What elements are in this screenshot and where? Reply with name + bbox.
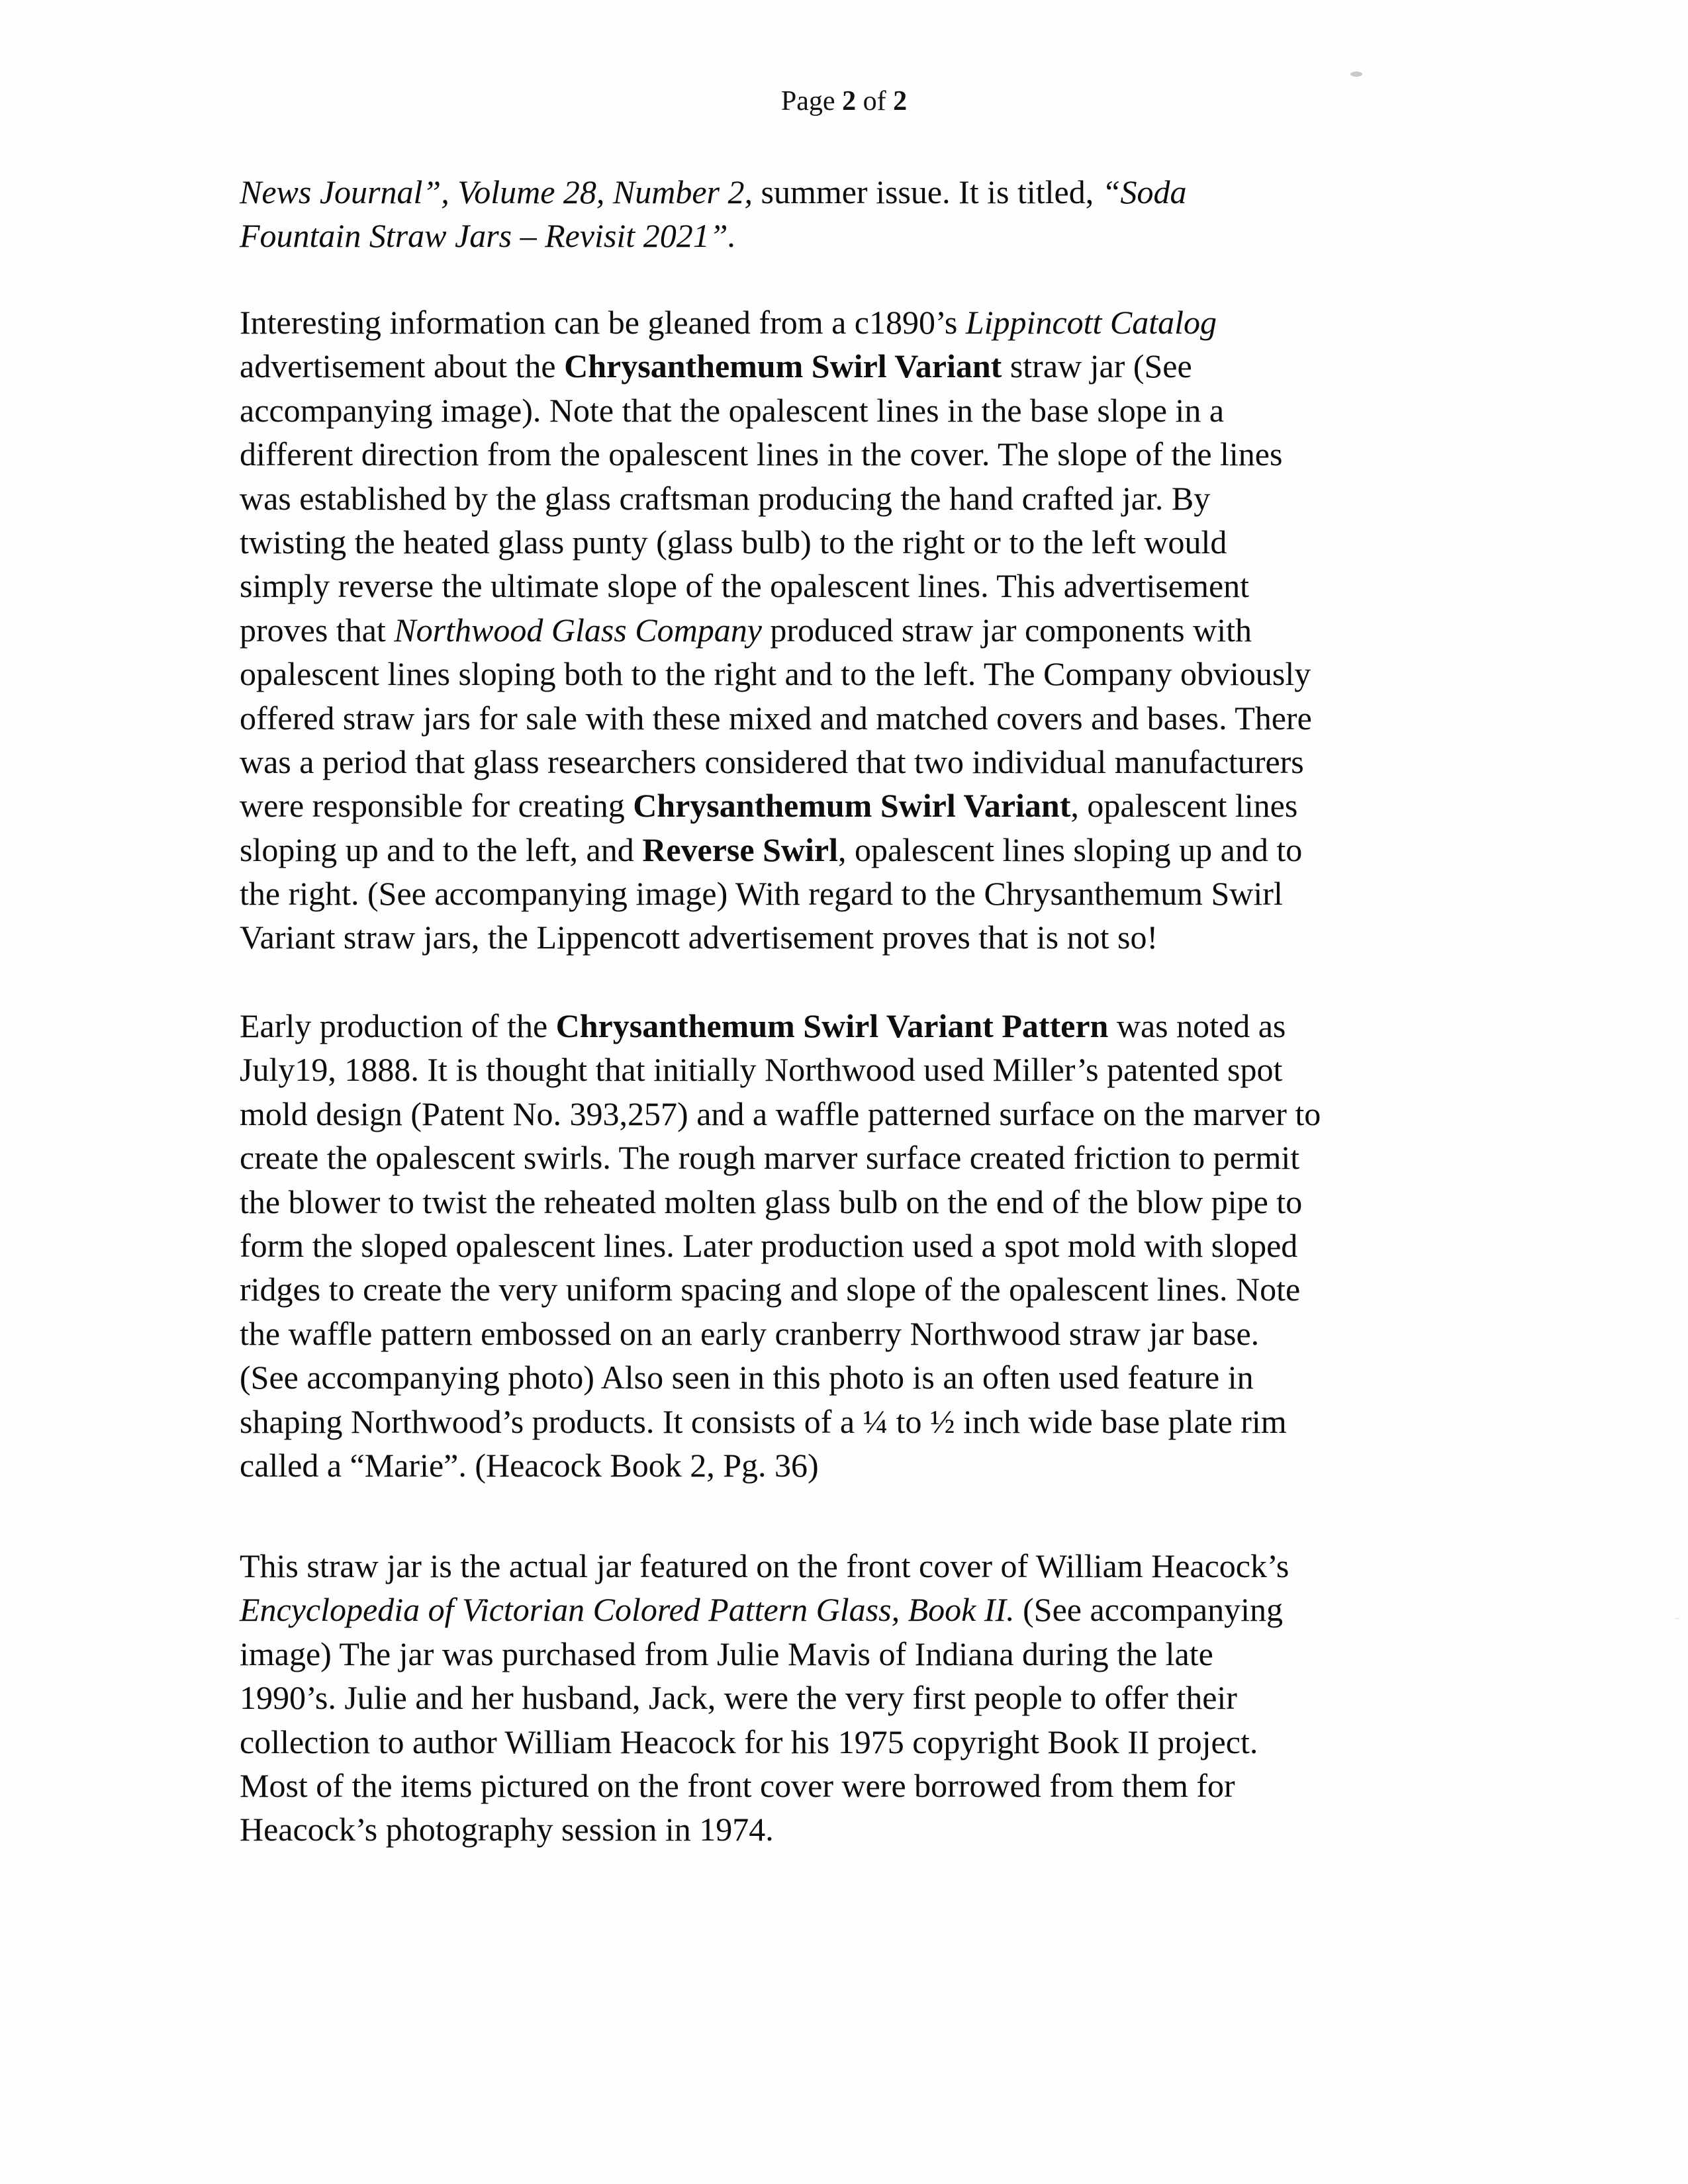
- text-run: create the opalescent swirls. The rough marver surface created friction to permit: [240, 1139, 1300, 1177]
- text-run: collection to author William Heacock for his 1975 copyright Book II project.: [240, 1723, 1258, 1760]
- paragraph-citation: [240, 170, 1497, 258]
- text-line: [240, 1720, 1497, 1764]
- bold-text-run: Chrysanthemum Swirl Variant: [633, 787, 1071, 825]
- text-run: Variant straw jars, the Lippencott advertisement proves that is not so!: [240, 919, 1158, 956]
- text-run: Most of the items pictured on the front cover were borrowed from them for: [240, 1766, 1235, 1804]
- scan-speck: [1675, 1617, 1680, 1619]
- text-line: [240, 1807, 1497, 1851]
- text-run: the waffle pattern embossed on an early cranberry Northwood straw jar base.: [240, 1314, 1260, 1352]
- text-run: called a “Marie”. (Heacock Book 2, Pg. 36): [240, 1446, 819, 1484]
- text-line: [240, 432, 1497, 476]
- page-label: Page: [780, 86, 843, 116]
- text-run: summer issue. It is titled,: [753, 173, 1102, 210]
- text-run: Early production of the: [240, 1007, 556, 1044]
- text-run: (See accompanying photo) Also seen in this photo is an often used feature in: [240, 1359, 1254, 1396]
- italic-text-run: Northwood Glass Company: [394, 611, 762, 649]
- text-line: [240, 170, 1497, 214]
- paragraph-lippincott-catalog: [240, 300, 1497, 960]
- text-run: advertisement about the: [240, 347, 565, 385]
- text-line: [240, 520, 1497, 564]
- text-run: 1990’s. Julie and her husband, Jack, were the very first people to offer their: [240, 1679, 1237, 1717]
- text-line: [240, 1588, 1497, 1631]
- text-line: [240, 1355, 1497, 1399]
- bold-text-run: Reverse Swirl: [642, 831, 838, 868]
- text-line: [240, 652, 1497, 696]
- text-line: [240, 564, 1497, 608]
- text-line: [240, 1544, 1497, 1588]
- text-run: July19, 1888. It is thought that initially Northwood used Miller’s patented spot: [240, 1051, 1283, 1089]
- text-run: was noted as: [1108, 1007, 1286, 1044]
- paragraph-early-production: [240, 1004, 1497, 1487]
- text-line: [240, 1312, 1497, 1355]
- italic-text-run: News Journal”, Volume 28, Number 2,: [240, 173, 753, 210]
- text-line: [240, 784, 1497, 827]
- text-line: [240, 1676, 1497, 1719]
- text-line: [240, 828, 1497, 872]
- italic-text-run: Fountain Straw Jars – Revisit 2021”.: [240, 217, 736, 255]
- text-run: This straw jar is the actual jar featured on the front cover of William Heacock’s: [240, 1547, 1289, 1584]
- text-line: [240, 740, 1497, 784]
- text-run: , opalescent lines sloping up and to: [837, 831, 1303, 868]
- text-line: [240, 1004, 1497, 1048]
- text-run: , opalescent lines: [1070, 787, 1298, 825]
- text-line: [240, 388, 1497, 432]
- text-line: [240, 1443, 1497, 1487]
- text-run: the blower to twist the reheated molten glass bulb on the end of the blow pipe to: [240, 1183, 1303, 1220]
- text-run: the right. (See accompanying image) With regard to the Chrysanthemum Swirl: [240, 875, 1283, 913]
- bold-text-run: Chrysanthemum Swirl Variant Pattern: [555, 1007, 1109, 1044]
- text-run: was a period that glass researchers considered that two individual manufacturers: [240, 743, 1304, 780]
- text-run: were responsible for creating: [240, 787, 633, 825]
- text-line: [240, 1092, 1497, 1136]
- text-run: proves that: [240, 611, 395, 649]
- text-run: (See accompanying: [1014, 1591, 1284, 1629]
- italic-text-run: Lippincott Catalog: [965, 304, 1217, 341]
- text-line: [240, 1224, 1497, 1267]
- text-run: sloping up and to the left, and: [240, 831, 643, 868]
- text-line: [240, 1267, 1497, 1311]
- text-run: Heacock’s photography session in 1974.: [240, 1811, 774, 1848]
- text-line: [240, 214, 1497, 257]
- text-line: [240, 300, 1497, 344]
- paragraph-heacock-cover-jar: [240, 1544, 1497, 1852]
- text-line: [240, 608, 1497, 652]
- text-run: straw jar (See: [1002, 347, 1192, 385]
- text-line: [240, 696, 1497, 740]
- text-line: [240, 1764, 1497, 1807]
- text-line: [240, 1180, 1497, 1224]
- text-run: simply reverse the ultimate slope of the opalescent lines. This advertisement: [240, 567, 1250, 605]
- text-run: shaping Northwood’s products. It consists of a ¼ to ½ inch wide base plate rim: [240, 1402, 1287, 1440]
- text-run: opalescent lines sloping both to the right and to the left. The Company obviously: [240, 655, 1311, 693]
- text-run: different direction from the opalescent lines in the cover. The slope of the lines: [240, 435, 1283, 473]
- text-line: [240, 872, 1497, 915]
- text-run: was established by the glass craftsman producing the hand crafted jar. By: [240, 479, 1211, 517]
- scan-speck: [1350, 71, 1362, 77]
- text-line: [240, 477, 1497, 520]
- text-line: [240, 1632, 1497, 1676]
- current-page-number: 2: [842, 86, 857, 116]
- text-run: twisting the heated glass punty (glass bulb) to the right or to the left would: [240, 523, 1227, 561]
- text-run: accompanying image). Note that the opalescent lines in the base slope in a: [240, 391, 1225, 429]
- bold-text-run: Chrysanthemum Swirl Variant: [564, 347, 1002, 385]
- text-run: offered straw jars for sale with these mixed and matched covers and bases. There: [240, 699, 1312, 737]
- page-of-label: of: [856, 86, 894, 116]
- text-run: form the sloped opalescent lines. Later production used a spot mold with sloped: [240, 1226, 1298, 1264]
- text-line: [240, 344, 1497, 388]
- text-line: [240, 1400, 1497, 1443]
- text-line: [240, 1136, 1497, 1179]
- text-run: image) The jar was purchased from Julie Mavis of Indiana during the late: [240, 1635, 1213, 1672]
- text-run: ridges to create the very uniform spacing and slope of the opalescent lines. Note: [240, 1271, 1301, 1308]
- text-run: Interesting information can be gleaned from a c1890’s: [240, 304, 966, 341]
- text-run: produced straw jar components with: [761, 611, 1252, 649]
- page-number-header: [0, 85, 1688, 118]
- italic-text-run: Encyclopedia of Victorian Colored Pattern Glass, Book II.: [240, 1591, 1015, 1629]
- text-line: [240, 915, 1497, 959]
- total-pages-number: 2: [893, 86, 908, 116]
- text-line: [240, 1048, 1497, 1091]
- text-run: mold design (Patent No. 393,257) and a waffle patterned surface on the marver to: [240, 1095, 1321, 1132]
- italic-text-run: “Soda: [1102, 173, 1187, 210]
